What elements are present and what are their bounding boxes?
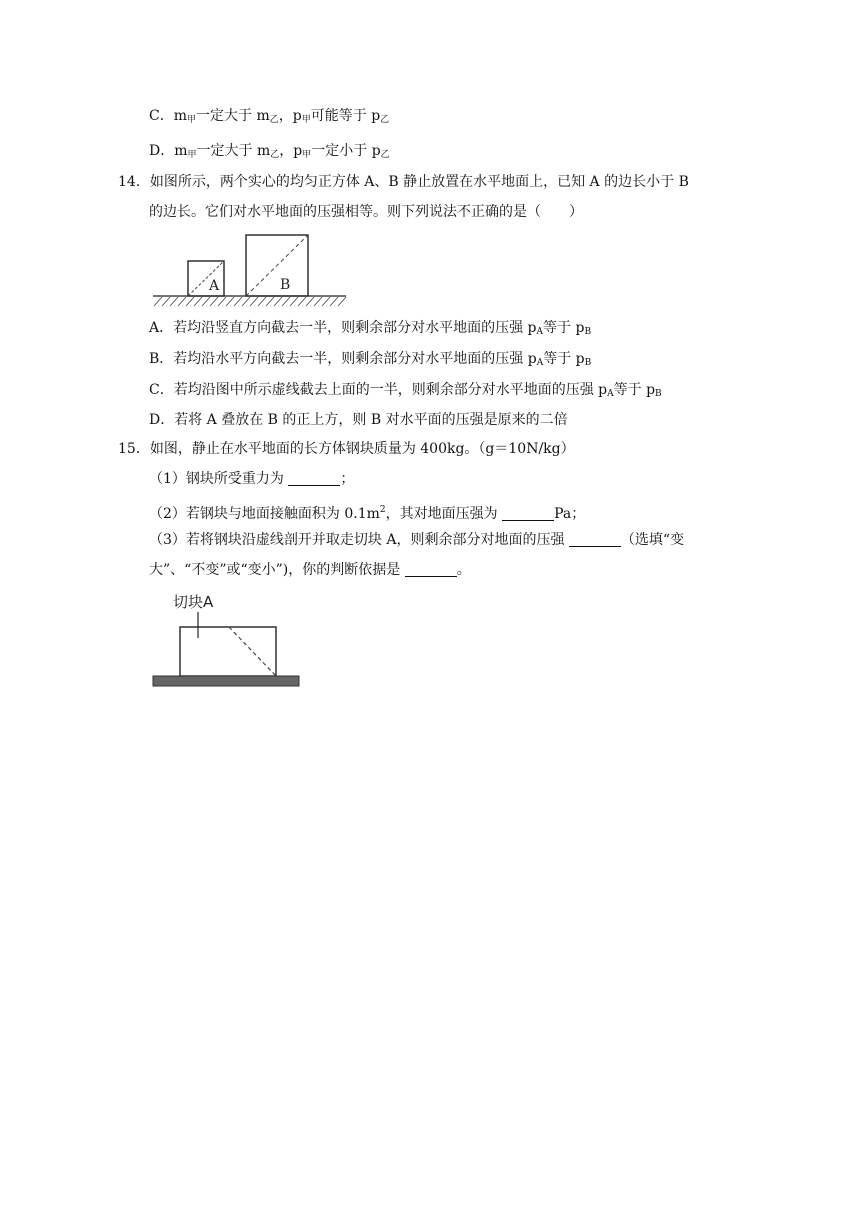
q14-option-a: A．若均沿竖直方向截去一半，则剩余部分对水平地面的压强 $p_A$等于 $p_B$ xyxy=(149,320,592,337)
q15-figure-steel-block xyxy=(150,590,305,690)
q15-stem: 15．如图，静止在水平地面的长方体钢块质量为 400kg。（g＝10N/kg） xyxy=(118,441,575,457)
answer-blank[interactable] xyxy=(502,506,554,521)
q15-part2: （2）若钢块与地面接触面积为 $0.1m^2$，其对地面压强为 Pa； xyxy=(149,505,586,522)
q14-option-b: B．若均沿水平方向截去一半，则剩余部分对水平地面的压强 $p_A$等于 $p_B$ xyxy=(149,351,592,368)
q15-part3: （3）若将钢块沿虚线剖开并取走切块 A，则剩余部分对地面的压强 （选填“变 xyxy=(149,532,685,548)
q15-part3-continued: 大”、“不变”或“变小”)，你的判断依据是 。 xyxy=(149,562,471,578)
q15-part1: （1）钢块所受重力为 ； xyxy=(149,471,355,487)
cube-b-label: B xyxy=(280,277,291,293)
cut-piece-label: 切块A xyxy=(173,593,214,611)
q14-option-c: C．若均沿图中所示虚线截去上面的一半，则剩余部分对水平地面的压强 $p_A$等于 $p_B$ xyxy=(149,382,662,399)
q14-stem-line1: 14．如图所示，两个实心的均匀正方体 A、B 静止放置在水平地面上，已知 A 的边长小于 B xyxy=(118,174,689,190)
cube-a-label: A xyxy=(209,278,220,294)
q14-option-d: D．若将 A 叠放在 B 的正上方，则 B 对水平面的压强是原来的二倍 xyxy=(149,412,568,428)
q14-figure-cubes xyxy=(150,232,350,310)
q14-stem-line2: 的边长。它们对水平地面的压强相等。则下列说法不正确的是（ ） xyxy=(149,204,583,220)
answer-blank[interactable] xyxy=(288,471,340,486)
steel-block xyxy=(180,627,276,676)
ground-slab xyxy=(153,676,299,686)
answer-blank[interactable] xyxy=(405,562,457,577)
q13-option-c: C．$m_甲$一定大于 $m_乙$，$p_甲$可能等于 $p_乙$ xyxy=(149,108,390,125)
answer-blank[interactable] xyxy=(569,532,621,547)
q13-option-d: D．$m_甲$一定大于 $m_乙$，$p_甲$一定小于 $p_乙$ xyxy=(149,143,390,160)
